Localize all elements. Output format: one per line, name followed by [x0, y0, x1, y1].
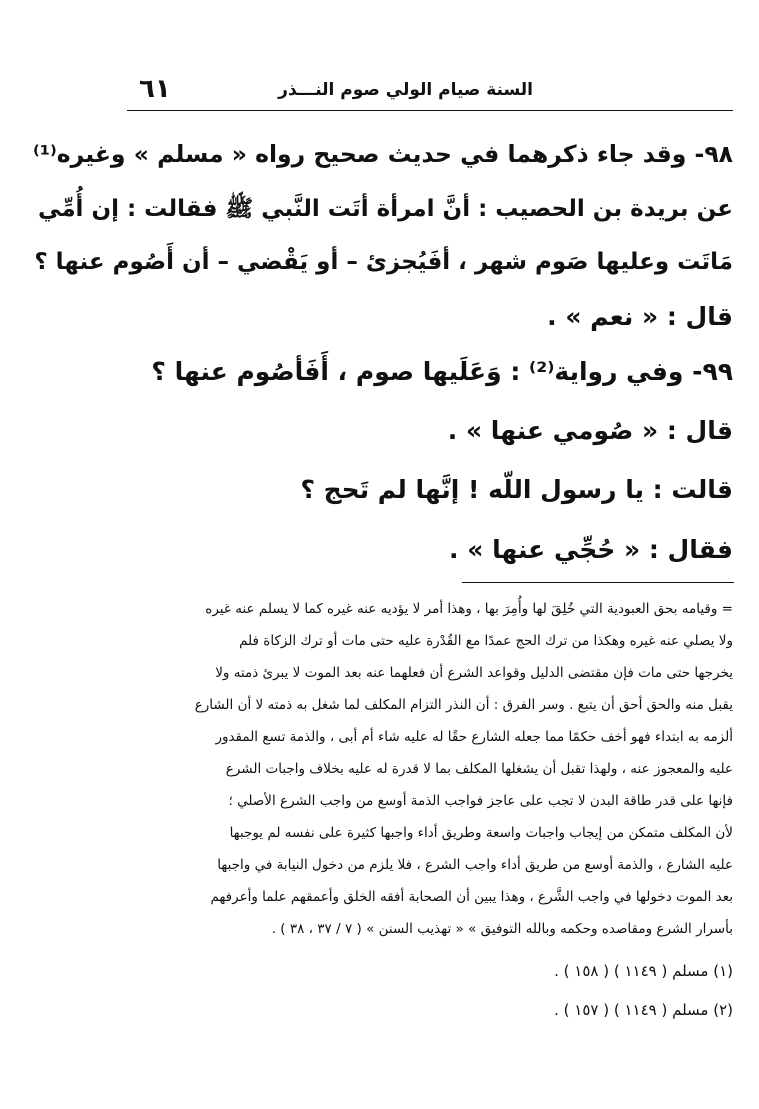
footnote-2: (٢) مسلم ( ١١٤٩ ) ( ١٥٧ ) . [554, 1001, 733, 1019]
paragraph-98-line-3: مَاتَت وعليها صَوم شهر ، أفَيُجزئ – أو يَقْضي – أن أَصُوم عنها ؟ [34, 249, 733, 275]
footnote-continuation-line: فإنها على قدر طاقة البدن لا تجب على عاجز فواجب الذمة أوسع من واجب الشرع الأصلي ؛ [228, 793, 733, 809]
paragraph-98-line-1: ٩٨- وقد جاء ذكرهما في حديث صحيح رواه « مسلم » وغيره⁽¹⁾ [32, 140, 733, 168]
paragraph-99-question: قالت : يا رسول اللّه ! إنَّها لم تَحج ؟ [300, 475, 733, 504]
paragraph-98-answer: قال : « نعم » . [547, 302, 733, 331]
footnote-continuation-line: عليه والمعجوز عنه ، ولهذا تقبل أن يشغلها المكلف بما لا قدرة له عليه بخلاف واجبات الشرع [225, 761, 733, 777]
footnote-continuation-line: لأن المكلف متمكن من إيجاب واجبات واسعة وطريق أداء واجبها كثيرة على نفسه لم يوجبها [229, 825, 733, 841]
footnote-continuation-line: عليه الشارع ، والذمة أوسع من طريق أداء واجب الشرع ، فلا يلزم من دخول النيابة في واجبها [217, 857, 733, 873]
footnote-continuation-line: يخرجها حتى مات فإن مقتضى الدليل وقواعد الشرع أن فعلهما عنه بعد الموت لا يبرئ ذمته ولا [215, 665, 733, 681]
footnote-continuation-line: بعد الموت دخولها في واجب الشَّرع ، وهذا يبين أن الصحابة أفقه الخلق وأعمقهم علما وأعرفهم [210, 889, 733, 905]
page-header [127, 68, 733, 111]
paragraph-99-final-answer: فقال : « حُجِّي عنها » . [449, 535, 733, 564]
paragraph-99-answer: قال : « صُومي عنها » . [447, 416, 733, 445]
footnote-continuation-line: ألزمه به ابتداء فهو أخف حكمًا مما جعله الشارع حقًا له عليه شاء أم أبى ، والذمة تسع المقدور [215, 729, 733, 745]
footnote-separator [462, 582, 734, 583]
paragraph-98-line-2: عن بريدة بن الحصيب : أنَّ امرأة أتَت النَّبي ﷺ فقالت : إن أُمِّي [38, 196, 733, 222]
footnote-continuation-line: ولا يصلي عنه غيره وهكذا من ترك الحج عمدًا مع القُدْرة عليه حتى مات أو ترك الزكاة فلم [239, 633, 733, 649]
running-title: السنة صيام الولي صوم النـــذر [278, 80, 533, 100]
page-number: ٦١ [139, 74, 171, 104]
footnote-continuation-line: يقبل منه والحق أحق أن يتبع . وسر الفرق : أن النذر التزام المكلف لما شغل به ذمته لا أن الشارع [194, 697, 733, 713]
footnote-continuation-line: = وقيامه بحق العبودية التي خُلِقَ لها وأُمِرَ بها ، وهذا أمر لا يؤديه عنه غيره كما لا يسلم عنه غيره [205, 601, 733, 617]
footnote-continuation-line: بأسرار الشرع ومقاصده وحكمه وبالله التوفيق » « تهذيب السنن » ( ٧ / ٣٧ ، ٣٨ ) . [271, 921, 733, 937]
footnote-1: (١) مسلم ( ١١٤٩ ) ( ١٥٨ ) . [554, 962, 733, 980]
paragraph-99-line-1: ٩٩- وفي رواية⁽²⁾ : وَعَلَيها صوم ، أَفَأصُوم عنها ؟ [151, 357, 733, 386]
